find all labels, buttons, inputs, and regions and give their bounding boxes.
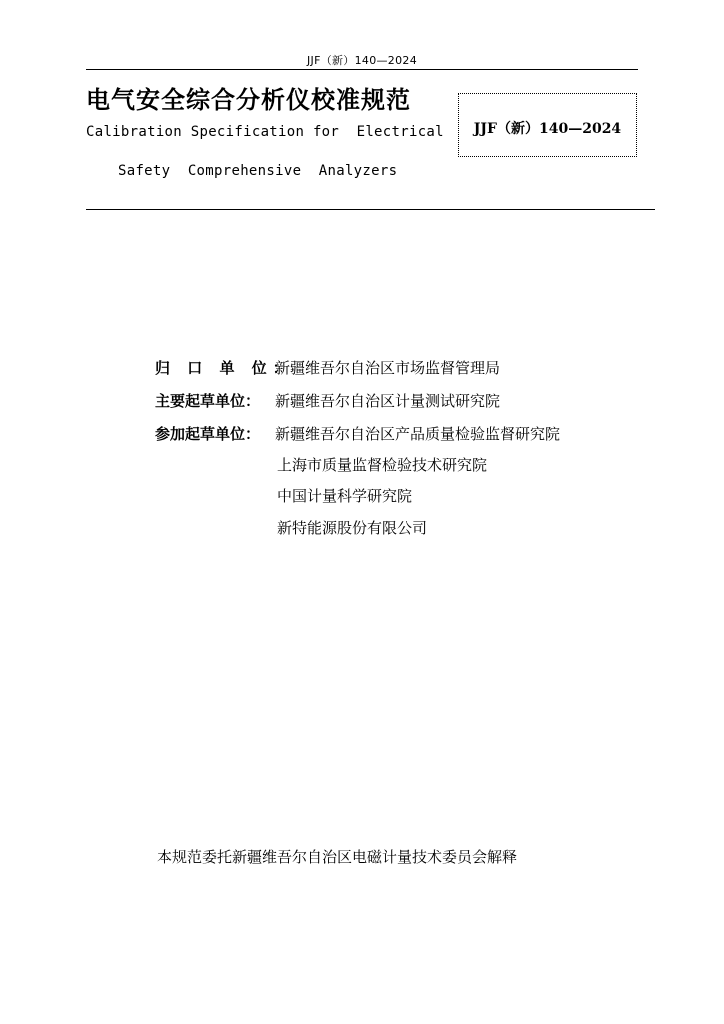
title-chinese: 电气安全综合分析仪校准规范 xyxy=(86,86,411,114)
title-divider-rule xyxy=(86,209,655,210)
responsible-unit-value: 新疆维吾尔自治区市场监督管理局 xyxy=(275,359,501,377)
main-drafting-unit-value: 新疆维吾尔自治区计量测试研究院 xyxy=(275,392,501,410)
specification-code-box xyxy=(458,93,637,157)
interpretation-note: 本规范委托新疆维吾尔自治区电磁计量技术委员会解释 xyxy=(157,848,518,866)
title-english-line-2: Safety Comprehensive Analyzers xyxy=(118,163,398,179)
specification-code: JJF（新）140—2024 xyxy=(473,121,622,137)
main-drafting-unit-row xyxy=(155,391,500,411)
title-english-line-1: Calibration Specification for Electrical xyxy=(86,124,444,140)
participating-unit-value: 上海市质量监督检验技术研究院 xyxy=(277,456,488,474)
participating-unit-value: 中国计量科学研究院 xyxy=(277,487,413,505)
running-header: JJF（新）140—2024 xyxy=(306,54,417,67)
main-drafting-unit-label: 主要起草单位： xyxy=(155,392,261,410)
participating-unit-value: 新特能源股份有限公司 xyxy=(277,519,428,537)
participating-unit-row xyxy=(155,424,560,444)
responsible-unit-row xyxy=(155,358,500,378)
participating-unit-label: 参加起草单位： xyxy=(155,425,261,443)
header-rule xyxy=(86,69,638,70)
participating-unit-value: 新疆维吾尔自治区产品质量检验监督研究院 xyxy=(275,425,561,443)
responsible-unit-label: 归 口 单 位： xyxy=(155,359,294,377)
